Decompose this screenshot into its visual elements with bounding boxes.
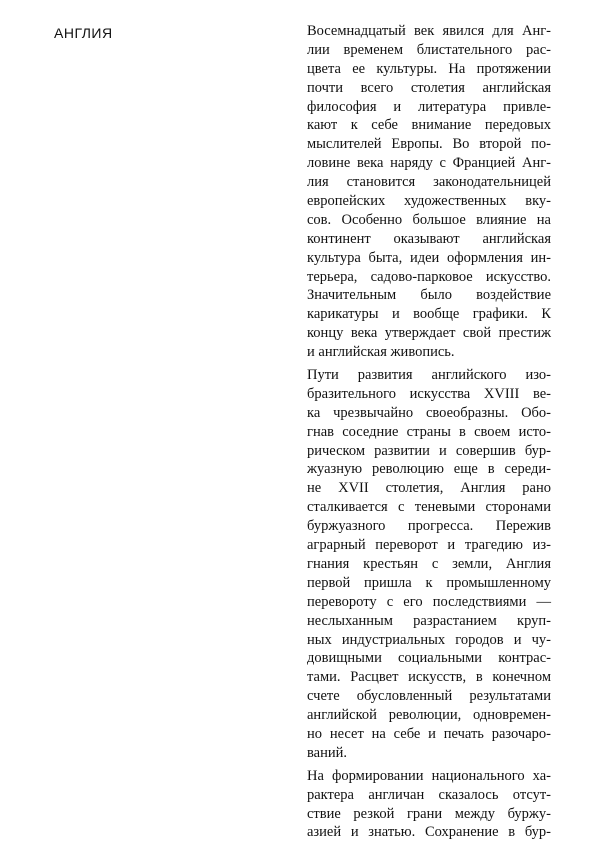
text-line: Значительным было воздействие [307, 287, 551, 304]
text-line: аграрный переворот и трагедию из- [307, 537, 551, 554]
text-line: счете обусловленный результатами [307, 688, 551, 705]
text-line: ваний. [307, 744, 347, 761]
paragraph [307, 22, 551, 362]
text-column [307, 22, 551, 846]
text-line: рическом развитии и совершив бур- [307, 442, 551, 459]
text-line: жуазную революцию еще в середи- [307, 461, 551, 478]
text-line: На формировании национального ха- [307, 767, 551, 784]
text-line: гнания крестьян с земли, Англия [307, 555, 551, 572]
text-line: и английская живопись. [307, 344, 455, 361]
text-line: лия становится законодательницей [307, 174, 551, 191]
text-line: лии временем блистательного рас- [307, 41, 551, 58]
text-line: Пути развития английского изо- [307, 367, 551, 384]
text-line: буржуазного прогресса. Пережив [307, 518, 551, 535]
text-line: не XVII столетия, Англия рано [307, 480, 551, 497]
text-line: азией и знатью. Сохранение в бур- [307, 824, 551, 841]
text-line: неслыханным разрастанием круп- [307, 612, 551, 629]
running-head: АНГЛИЯ [54, 25, 113, 41]
text-line: бразительного искусства XVIII ве- [307, 385, 551, 402]
text-line: мыслителей Европы. Во второй по- [307, 136, 551, 153]
text-line: континент оказывают английская [307, 230, 551, 247]
text-line: концу века утверждает свой престиж [307, 325, 551, 342]
paragraph [307, 366, 551, 763]
text-line: философия и литература привле- [307, 98, 551, 115]
text-line: Восемнадцатый век явился для Анг- [307, 23, 551, 39]
text-line: рактера англичан сказалось отсут- [307, 786, 551, 803]
paragraph [307, 767, 551, 843]
text-line: почти всего столетия английская [307, 79, 551, 96]
text-line: английской революции, одновремен- [307, 707, 551, 724]
text-line: терьера, садово-парковое искусство. [307, 268, 551, 285]
text-line: кают к себе внимание передовых [307, 117, 551, 134]
text-line: но несет на себе и печать разочаро- [307, 725, 551, 742]
text-line: ловине века наряду с Францией Анг- [307, 155, 551, 172]
text-line: довищными социальными контрас- [307, 650, 551, 667]
text-line: цвета ее культуры. На протяжении [307, 60, 551, 77]
text-line: сталкивается с теневыми сторонами [307, 499, 551, 516]
text-line: перевороту с его последствиями — [307, 593, 551, 610]
text-line: культура быта, идеи оформления ин- [307, 249, 551, 266]
text-line: гнав соседние страны в своем исто- [307, 423, 551, 440]
text-line: ных индустриальных городов и чу- [307, 631, 551, 648]
text-line: карикатуры и вообще графики. К [307, 306, 551, 323]
text-line: тами. Расцвет искусств, в конечном [307, 669, 551, 686]
text-line: ствие резкой грани между буржу- [307, 805, 551, 822]
text-line: ка чрезвычайно своеобразны. Обо- [307, 404, 551, 421]
text-line: сов. Особенно большое влияние на [307, 211, 551, 228]
text-line: европейских художественных вку- [307, 193, 551, 210]
text-line: первой пришла к промышленному [307, 574, 551, 591]
